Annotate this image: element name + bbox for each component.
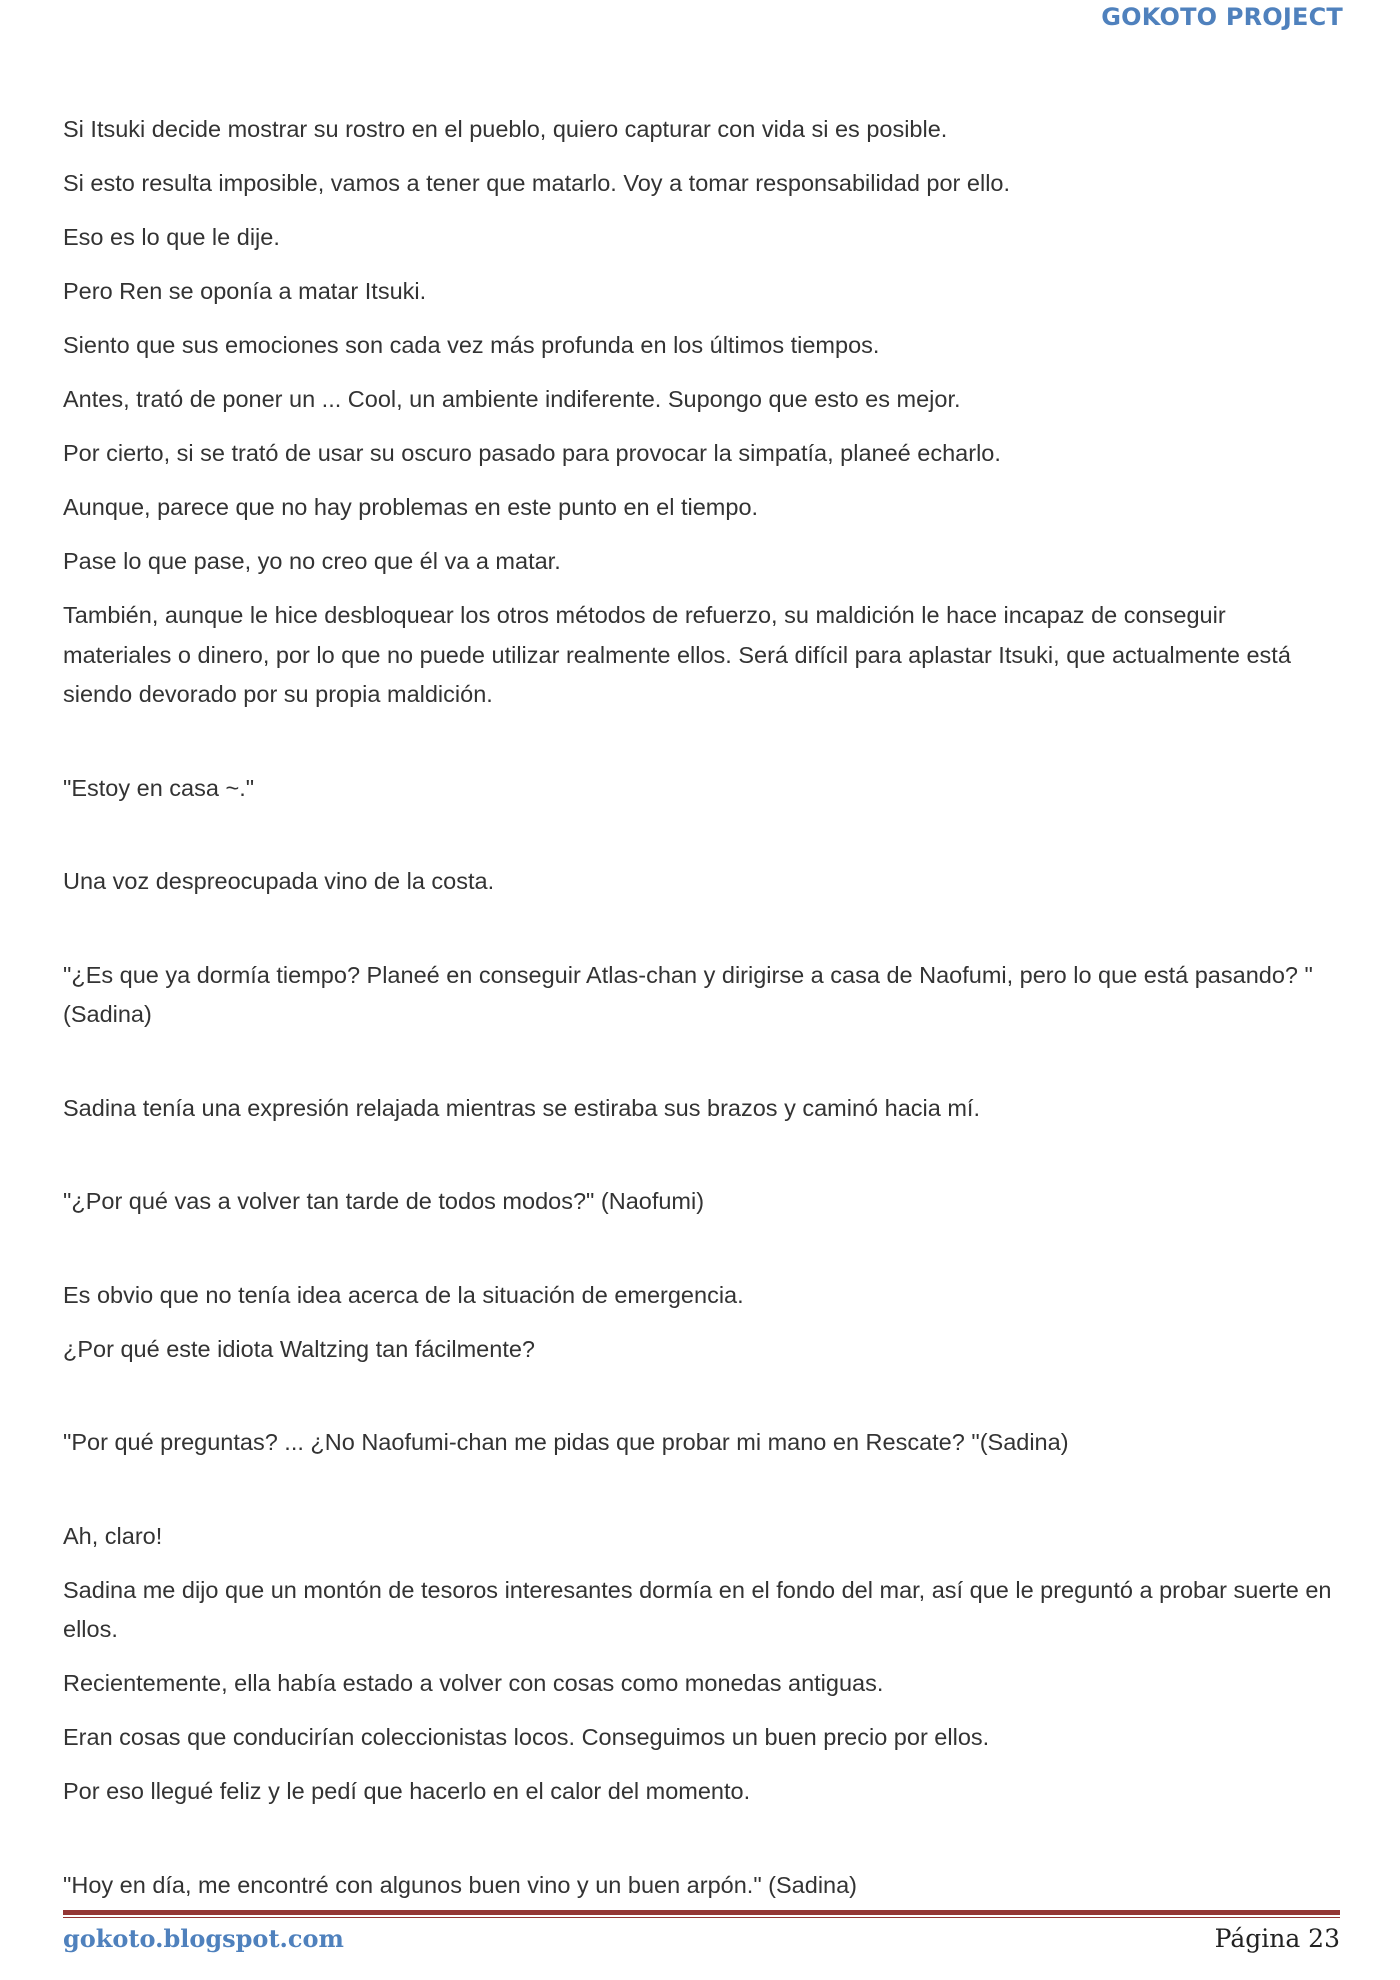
paragraph: Ah, claro! bbox=[63, 1522, 163, 1549]
paragraph: "¿Es que ya dormía tiempo? Planeé en conseguir Atlas-chan y dirigirse a casa de Naofumi, pero lo que está pasando? "(Sadina) bbox=[63, 961, 1313, 1027]
paragraph: Eso es lo que le dije. bbox=[63, 224, 280, 250]
paragraph: "Por qué preguntas? ... ¿No Naofumi-chan me pidas que probar mi mano en Rescate? "(Sadina) bbox=[63, 1429, 1069, 1455]
footer-divider bbox=[63, 1910, 1340, 1915]
paragraph: Antes, trató de poner un ... Cool, un ambiente indiferente. Supongo que esto es mejor. bbox=[63, 386, 961, 412]
footer-page-number: Página 23 bbox=[1214, 1924, 1340, 1953]
page-body bbox=[63, 110, 1333, 1905]
header-title: GOKOTO PROJECT bbox=[1101, 3, 1343, 31]
paragraph: ¿Por qué este idiota Waltzing tan fácilmente? bbox=[63, 1335, 535, 1362]
paragraph: Es obvio que no tenía idea acerca de la situación de emergencia. bbox=[63, 1281, 744, 1308]
footer-divider-thin bbox=[63, 1917, 1340, 1918]
paragraph: Sadina me dijo que un montón de tesoros interesantes dormía en el fondo del mar, así que le preguntó a probar suerte en ellos. bbox=[63, 1576, 1332, 1642]
paragraph: Por eso llegué feliz y le pedí que hacerlo en el calor del momento. bbox=[63, 1778, 751, 1804]
paragraph: Recientemente, ella había estado a volver con cosas como monedas antiguas. bbox=[63, 1670, 884, 1696]
paragraph: Si Itsuki decide mostrar su rostro en el pueblo, quiero capturar con vida si es posible. bbox=[63, 116, 948, 142]
paragraph: Sadina tenía una expresión relajada mientras se estiraba sus brazos y caminó hacia mí. bbox=[63, 1094, 980, 1121]
paragraph: Pero Ren se oponía a matar Itsuki. bbox=[63, 278, 427, 304]
paragraph: Una voz despreocupada vino de la costa. bbox=[63, 868, 495, 894]
paragraph: Pase lo que pase, yo no creo que él va a matar. bbox=[63, 548, 561, 574]
paragraph: Por cierto, si se trató de usar su oscuro pasado para provocar la simpatía, planeé echarlo. bbox=[63, 440, 1001, 466]
paragraph: Aunque, parece que no hay problemas en este punto en el tiempo. bbox=[63, 494, 759, 520]
paragraph: Siento que sus emociones son cada vez más profunda en los últimos tiempos. bbox=[63, 332, 880, 358]
paragraph: "Hoy en día, me encontré con algunos buen vino y un buen arpón." (Sadina) bbox=[63, 1871, 858, 1898]
paragraph: Si esto resulta imposible, vamos a tener que matarlo. Voy a tomar responsabilidad por ello. bbox=[63, 170, 1011, 196]
paragraph: También, aunque le hice desbloquear los otros métodos de refuerzo, su maldición le hace incapaz de conseguir materiales o dinero, por lo que no puede utilizar realmente ellos. Será difícil para aplastar Itsuki, que actualmente está siendo devorado por su propia maldición. bbox=[63, 602, 1291, 707]
paragraph: "Estoy en casa ~." bbox=[63, 774, 255, 801]
paragraph: "¿Por qué vas a volver tan tarde de todos modos?" (Naofumi) bbox=[63, 1188, 705, 1214]
footer-site-link[interactable]: gokoto.blogspot.com bbox=[63, 1924, 344, 1953]
paragraph: Eran cosas que conducirían coleccionistas locos. Conseguimos un buen precio por ellos. bbox=[63, 1724, 990, 1750]
